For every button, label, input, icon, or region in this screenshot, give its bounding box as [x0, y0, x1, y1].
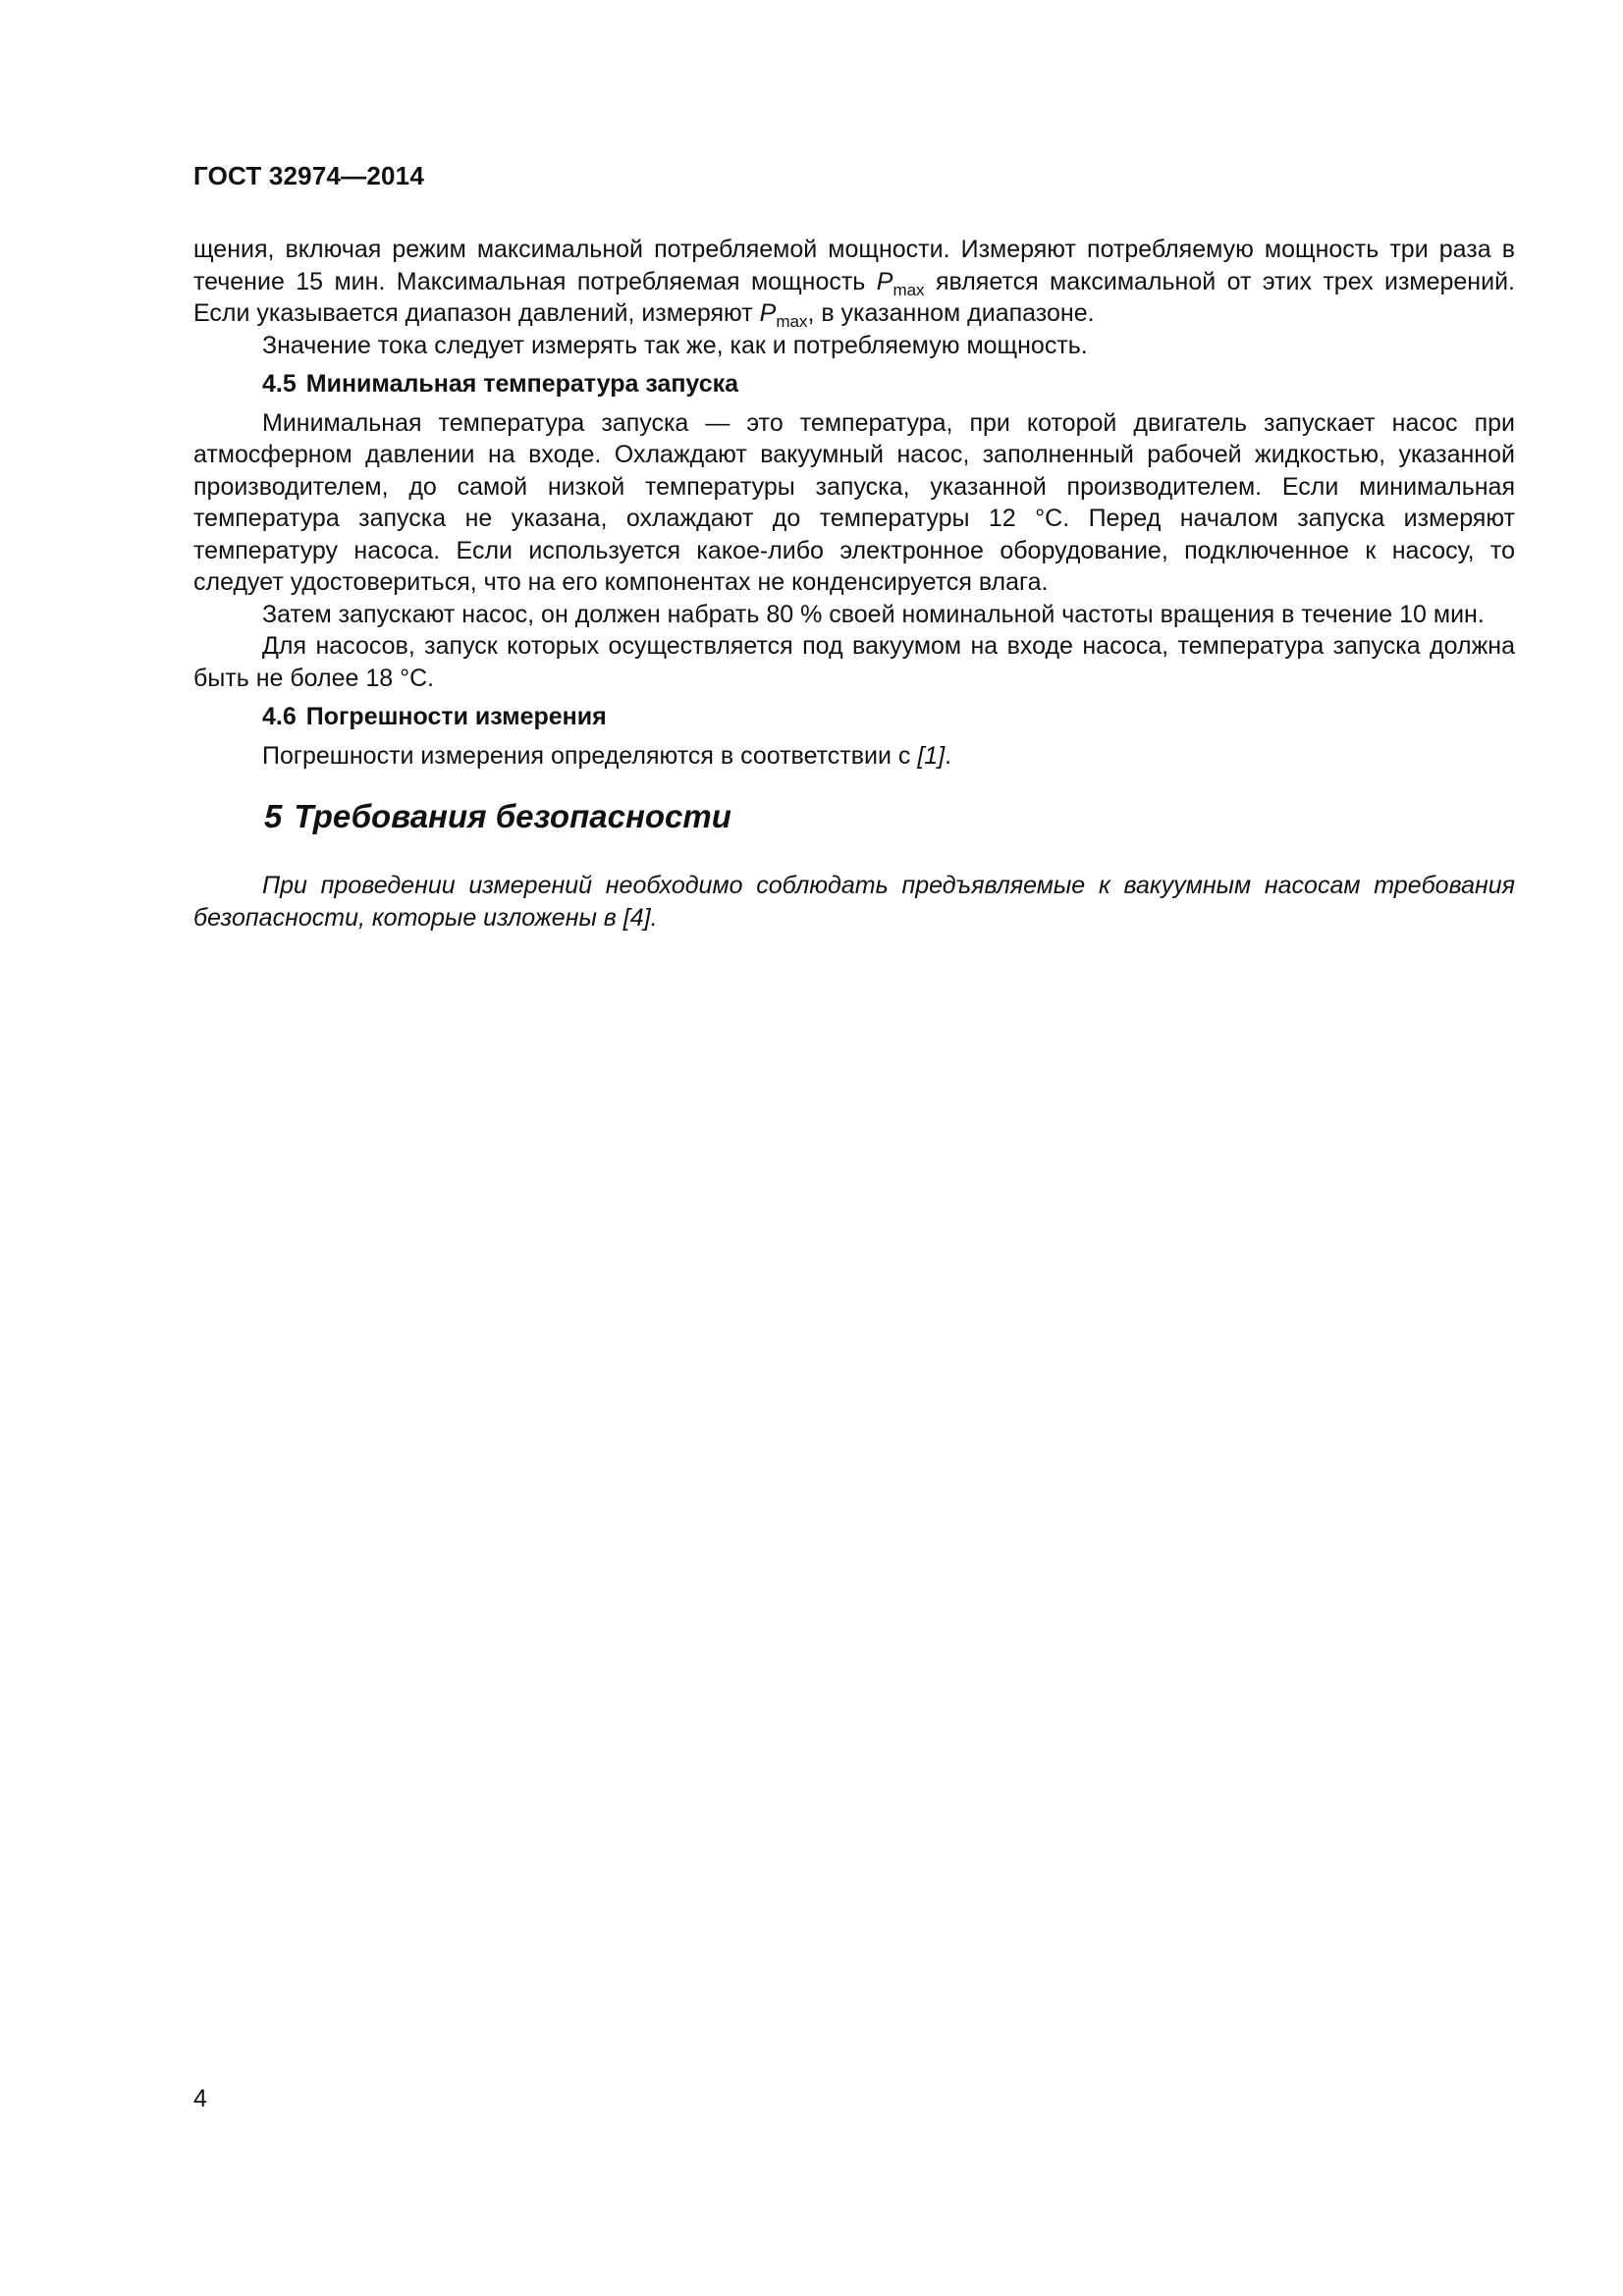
document-code-header: ГОСТ 32974—2014	[193, 161, 424, 190]
subsection-title: Погрешности измерения	[305, 703, 607, 730]
subsection-heading-4-5	[193, 368, 1515, 400]
section-heading-5	[193, 797, 1515, 836]
paragraph-current-measurement: Значение тока следует измерять так же, как и потребляемую мощность.	[262, 331, 1088, 359]
variable-p: P	[759, 299, 777, 327]
variable-p: P	[876, 267, 893, 295]
paragraph-measurement-errors	[193, 740, 1515, 773]
paragraph-safety-requirements: При проведении измерений необходимо соблюдать предъявляемые к вакуумным насосам требования безопасности, которые изложены в [4].	[193, 872, 1515, 932]
paragraph-text: , в указанном диапазоне.	[807, 299, 1095, 327]
reference-link: [1]	[917, 741, 946, 770]
subsection-number: 4.6	[262, 703, 297, 730]
subscript-max: max	[776, 312, 808, 331]
subsection-heading-4-6	[193, 701, 1515, 733]
page-number: 4	[193, 2085, 207, 2112]
paragraph-text: является максимальной от этих трех измерений. Если указывается диапазон давлений, измеряют	[193, 267, 1515, 327]
subsection-number: 4.5	[262, 370, 297, 398]
subscript-max: max	[893, 280, 925, 299]
paragraph-start-pump: Затем запускают насос, он должен набрать 80 % своей номинальной частоты вращения в течение 10 мин.	[262, 600, 1485, 628]
section-title: Требования безопасности	[294, 798, 731, 834]
paragraph-text: Погрешности измерения определяются в соответствии с	[262, 741, 918, 770]
paragraph-power-measurement	[193, 234, 1515, 330]
paragraph-min-start-temperature: Минимальная температура запуска — это температура, при которой двигатель запускает насос при атмосферном давлении на входе. Охлаждают вакуумный насос, заполненный рабочей жидкостью, указанной производителем, до самой низкой температуры запуска, указанной производителем. Если минимальная температура запуска не указана, охлаждают до температуры 12 °С. Перед началом запуска измеряют температуру насоса. Если используется какое-либо электронное оборудование, подключенное к насосу, то следует удостовериться, что на его компонентах не конденсируется влага.	[193, 408, 1515, 596]
subsection-title: Минимальная температура запуска	[305, 370, 739, 398]
document-body	[193, 234, 1515, 934]
paragraph-text: .	[945, 741, 952, 770]
section-number: 5	[264, 798, 283, 834]
paragraph-text: щения, включая режим максимальной потребляемой мощности. Измеряют потребляемую мощность три раза в течение 15 мин. Максимальная потребляемая мощность	[193, 236, 1515, 295]
paragraph-vacuum-start: Для насосов, запуск которых осуществляется под вакуумом на входе насоса, температура запуска должна быть не более 18 °С.	[193, 632, 1515, 692]
